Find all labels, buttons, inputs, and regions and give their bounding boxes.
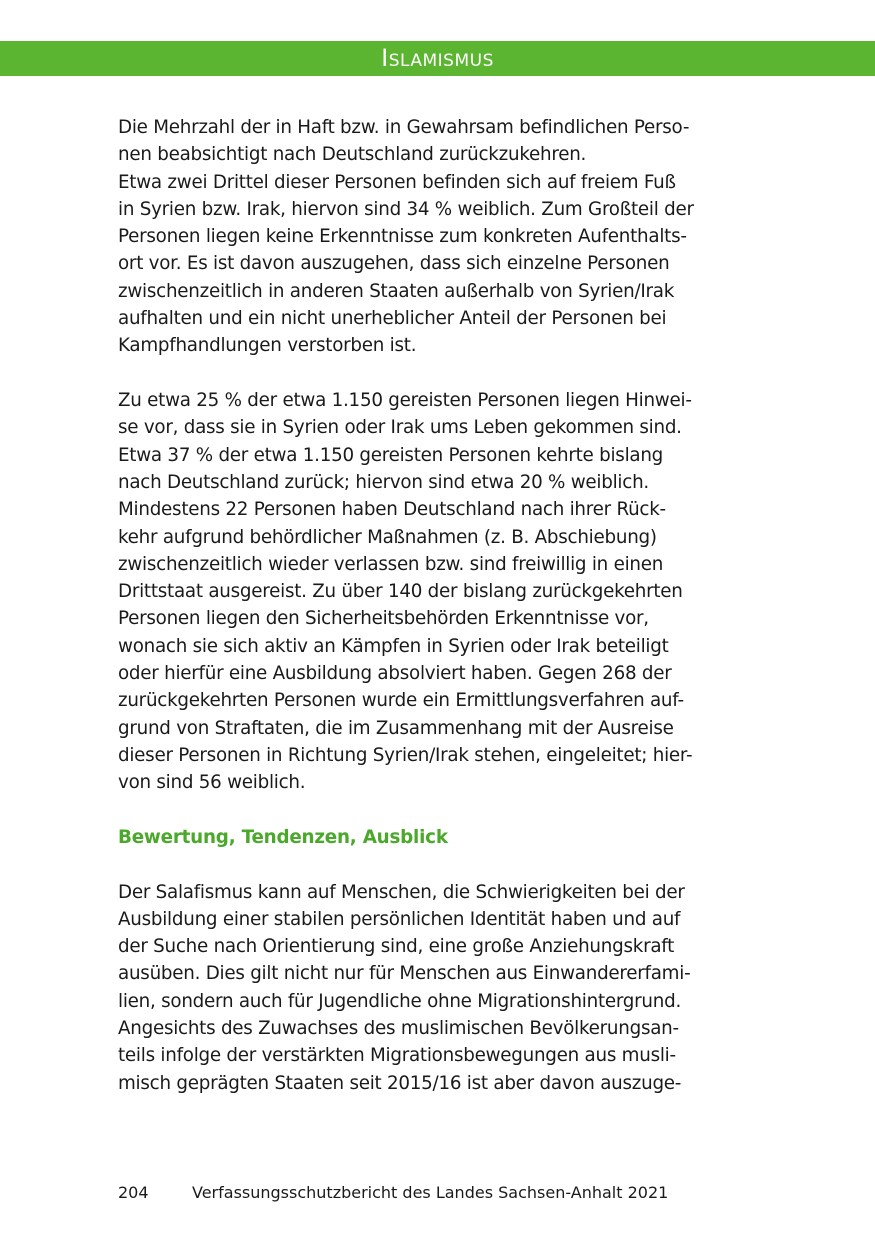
text-line: lien, sondern auch für Jugendliche ohne Migrationshintergrund. [118,990,682,1012]
text-line: nach Deutschland zurück; hiervon sind etwa 20 % weiblich. [118,471,649,493]
text-line: zwischenzeitlich wieder verlassen bzw. sind freiwillig in einen [118,553,664,575]
text-line: ort vor. Es ist davon auszugehen, dass sich einzelne Personen [118,253,670,275]
text-line: se vor, dass sie in Syrien oder Irak ums Leben gekommen sind. [118,417,682,439]
text-line: Zu etwa 25 % der etwa 1.150 gereisten Personen liegen Hinwei- [118,390,692,412]
text-line: Kampfhandlungen verstorben ist. [118,335,417,357]
page-number: 204 [118,1183,149,1202]
text-line: zurückgekehrten Personen wurde ein Ermittlungsverfahren auf- [118,690,684,712]
text-line: wonach sie sich aktiv an Kämpfen in Syrien oder Irak beteiligt [118,635,669,657]
paragraph-spacer [118,851,758,878]
text-line: Die Mehrzahl der in Haft bzw. in Gewahrsam befindlichen Perso- [118,117,690,138]
paragraph-spacer [118,797,758,824]
text-line: ausüben. Dies gilt nicht nur für Menschen aus Einwandererfami- [118,963,691,985]
text-line: nen beabsichtigt nach Deutschland zurückzukehren. [118,144,587,166]
section-header-bar [0,41,875,76]
section-subheading: Bewertung, Tendenzen, Ausblick [118,826,448,848]
text-line: grund von Straftaten, die im Zusammenhang mit der Ausreise [118,717,674,739]
page-footer [118,1182,668,1204]
text-line: Etwa 37 % der etwa 1.150 gereisten Personen kehrte bislang [118,444,664,466]
section-title: Islamismus [381,44,494,72]
publication-title: Verfassungsschutzbericht des Landes Sachsen-Anhalt 2021 [192,1183,669,1202]
text-line: teils infolge der verstärkten Migrationsbewegungen aus musli- [118,1045,676,1067]
text-line: Ausbildung einer stabilen persönlichen Identität haben und auf [118,908,681,930]
text-line: dieser Personen in Richtung Syrien/Irak stehen, eingeleitet; hier- [118,744,693,766]
text-line: zwischenzeitlich in anderen Staaten außerhalb von Syrien/Irak [118,280,675,302]
text-line: der Suche nach Orientierung sind, eine große Anziehungskraft [118,936,675,958]
text-line: in Syrien bzw. Irak, hiervon sind 34 % weiblich. Zum Großteil der [118,198,694,220]
text-line: Etwa zwei Drittel dieser Personen befinden sich auf freiem Fuß [118,171,676,193]
paragraph-detention [118,114,758,360]
text-line: Drittstaat ausgereist. Zu über 140 der bislang zurückgekehrten [118,581,683,603]
text-line: Angesichts des Zuwachses des muslimischen Bevölkerungsan- [118,1018,679,1040]
text-line: kehr aufgrund behördlicher Maßnahmen (z. B. Abschiebung) [118,526,657,548]
text-line: aufhalten und ein nicht unerheblicher Anteil der Personen bei [118,308,667,330]
text-line: von sind 56 weiblich. [118,772,306,794]
text-line: Mindestens 22 Personen haben Deutschland nach ihrer Rück- [118,499,666,521]
text-line: oder hierfür eine Ausbildung absolviert haben. Gegen 268 der [118,663,672,685]
text-line: misch geprägten Staaten seit 2015/16 ist aber davon auszuge- [118,1072,682,1094]
text-line: Der Salafismus kann auf Menschen, die Schwierigkeiten bei der [118,881,685,903]
paragraph-returnees [118,387,758,796]
text-line: Personen liegen keine Erkenntnisse zum konkreten Aufenthalts- [118,226,687,248]
text-line: Personen liegen den Sicherheitsbehörden Erkenntnisse vor, [118,608,649,630]
paragraph-assessment [118,879,758,1097]
page-content [118,114,758,1097]
paragraph-spacer [118,360,758,387]
